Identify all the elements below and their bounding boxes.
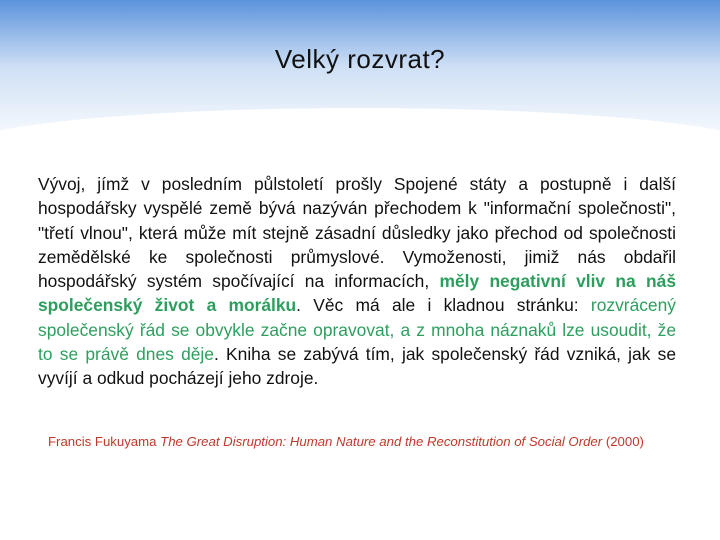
quote-paragraph [38,172,676,391]
quote-highlight-negative-impact: měly negativní vliv na náš společenský život a morálku [38,271,676,316]
citation [48,434,708,449]
quote-text-part3: . Kniha se zabývá tím, jak společenský řád vzniká, jak se vyvíjí a odkud pocházejí jeho zdroje. [38,344,676,389]
quote-text-part2: . Věc má ale i kladnou stránku: [296,295,591,316]
quote-highlight-repair: rozvrácený společenský řád se obvykle začne opravovat, a z mnoha náznaků lze usoudit, že to se právě dnes děje [38,295,676,365]
slide-title: Velký rozvrat? [274,44,446,74]
citation-author: Francis Fukuyama [48,434,161,449]
citation-book-title: The Great Disruption: Human Nature and the Reconstitution of Social Order [160,434,603,449]
quote-text-part1: Vývoj, jímž v posledním půlstoletí prošly Spojené státy a postupně i další hospodářsky vyspělé země bývá nazýván přechodem k "informační společnosti", "třetí vlnou", která může mít stejně zásadní důsledky jako přechod od společnosti zemědělské ke společnosti průmyslové. Vymoženosti, jimiž nás obdařil hospodářský systém spočívající na informacích, [38,174,676,292]
citation-year: (2000) [602,434,644,449]
